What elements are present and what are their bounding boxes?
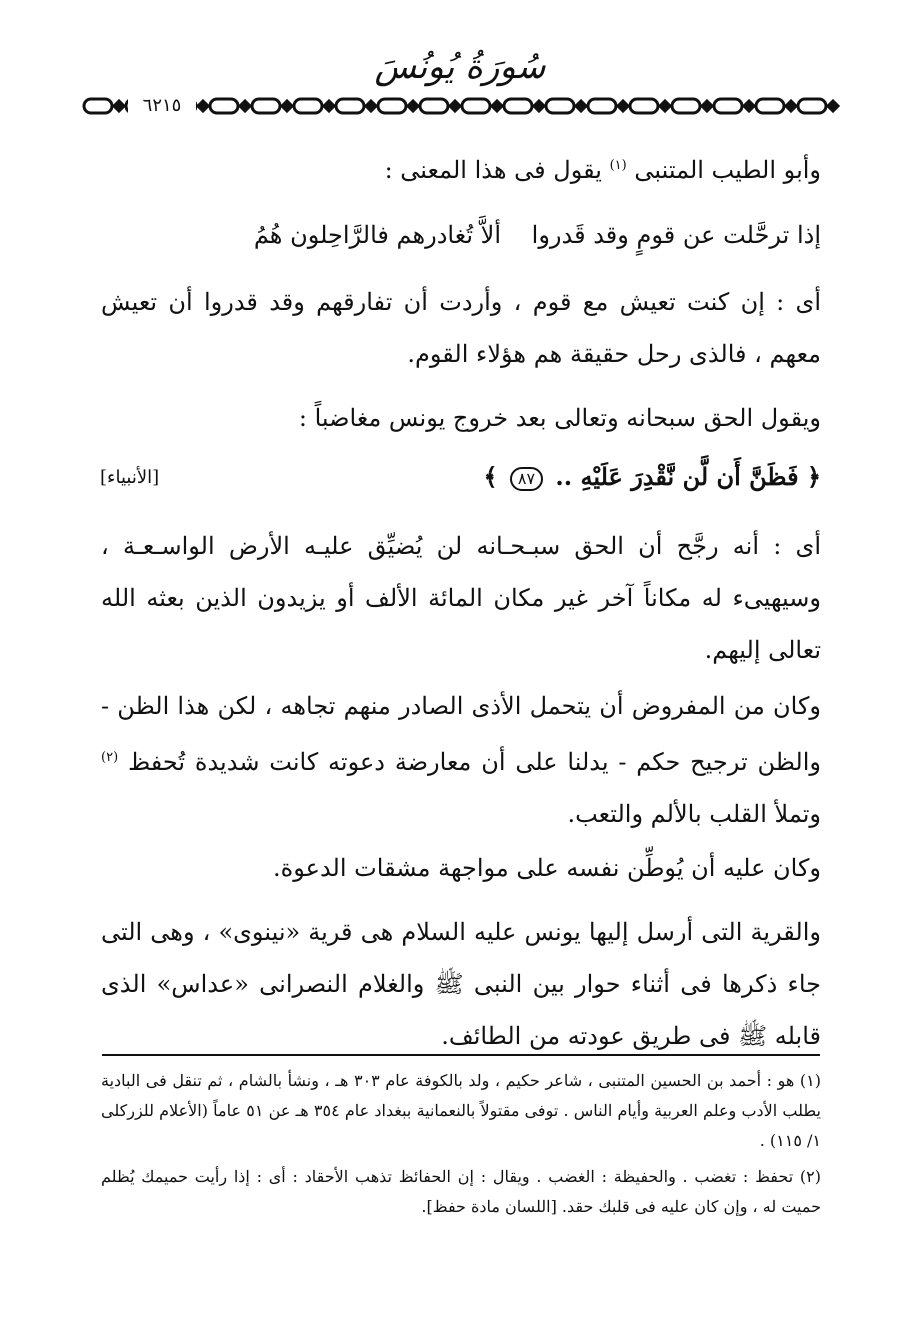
- border-diamond: [198, 101, 208, 111]
- border-diamond: [786, 101, 796, 111]
- paragraph-nineveh: والقرية التى أرسل إليها يونس عليه السلام هى قرية «نينوى» ، وهى التى جاء ذكرها فى أثناء حوار بين النبى ﷺ والغلام النصرانى «عداس» الذى قابله ﷺ فى طريق عودته من الطائف.: [101, 918, 821, 1050]
- paragraph-intro: [101, 140, 821, 196]
- border-diamond: [282, 101, 292, 111]
- border-link: [504, 99, 532, 113]
- paragraph-intro-rest: يقول فى هذا المعنى :: [384, 156, 602, 184]
- surah-title: سُورَةُ يُونُسَ: [374, 47, 546, 87]
- footnote-2: (٢) تحفظ : تغضب . والحفيظة : الغضب . ويقال : إن الحفائظ تذهب الأحقاد : أى : إذا رأيت حميمك يُظلم حميت له ، وإن كان عليه فى قلبك حقد. [اللسان مادة حفظ].: [101, 1167, 821, 1216]
- border-link: [210, 99, 238, 113]
- border-diamond: [702, 101, 712, 111]
- quran-verse-text: ﴿ فَظَنَّ أَن لَّن نَّقْدِرَ عَلَيْهِ ..: [555, 462, 821, 491]
- footnote-divider: [102, 1054, 820, 1056]
- quran-verse: [483, 452, 821, 502]
- footnote-marker-2: (٢): [101, 750, 119, 765]
- paragraph-duty: وكان عليه أن يُوطِّن نفسه على مواجهة مشقات الدعوة.: [273, 854, 821, 882]
- border-diamond: [408, 101, 418, 111]
- border-diamond: [744, 101, 754, 111]
- paragraph-interpretation: أى : أنه رجَّح أن الحق سبـحـانه لن يُضيِّق عليـه الأرض الواسـعـة ، وسيهيىء له مكاناً آخر غير مكان المائة الألف أو يزيدون الذين بعثه الله تعالى إليهم.: [101, 532, 821, 664]
- footnote-marker-1: (١): [609, 158, 627, 173]
- border-diamond: [366, 101, 376, 111]
- ayah-number: ٨٧: [510, 467, 543, 491]
- paragraph-quran-intro: ويقول الحق سبحانه وتعالى بعد خروج يونس مغاضباً :: [298, 404, 821, 432]
- quran-verse-close: ﴾: [483, 462, 498, 491]
- border-link: [798, 99, 826, 113]
- border-diamond: [324, 101, 334, 111]
- paragraph-explanation: أى : إن كنت تعيش مع قوم ، وأردت أن تفارقهم وقد قدروا أن تعيش معهم ، فالذى رحل حقيقة هم هؤلاء القوم.: [101, 288, 821, 368]
- border-diamond: [492, 101, 502, 111]
- border-link: [336, 99, 364, 113]
- ornamental-border: [82, 94, 842, 118]
- border-link: [84, 99, 112, 113]
- border-link: [588, 99, 616, 113]
- border-diamond: [450, 101, 460, 111]
- border-link: [420, 99, 448, 113]
- paragraph-assumption-rest: وتملأ القلب بالألم والتعب.: [567, 800, 821, 828]
- border-link: [630, 99, 658, 113]
- border-link: [294, 99, 322, 113]
- border-diamond: [618, 101, 628, 111]
- page-number: ٦٢١٥: [128, 94, 196, 118]
- border-link: [672, 99, 700, 113]
- border-diamond: [828, 101, 838, 111]
- paragraph-intro-text: وأبو الطيب المتنبى: [634, 156, 821, 184]
- paragraph-assumption-text: وكان من المفروض أن يتحمل الأذى الصادر منهم تجاهه ، لكن هذا الظن - والظن ترجيح حكم - يدلنا على أن معارضة دعوته كانت شديدة تُحفظ: [101, 692, 821, 776]
- border-diamond: [240, 101, 250, 111]
- border-link: [546, 99, 574, 113]
- border-diamond: [114, 101, 124, 111]
- paragraph-assumption: [101, 680, 821, 840]
- poem-hemistich-first: إذا ترحَّلت عن قومٍ وقد قَدروا: [531, 221, 821, 249]
- border-link: [378, 99, 406, 113]
- border-link: [756, 99, 784, 113]
- border-diamond: [576, 101, 586, 111]
- border-diamond: [534, 101, 544, 111]
- surah-reference: [الأنبياء]: [100, 467, 160, 488]
- border-link: [714, 99, 742, 113]
- border-link: [462, 99, 490, 113]
- border-link: [252, 99, 280, 113]
- border-diamond: [660, 101, 670, 111]
- footnote-1: (١) هو : أحمد بن الحسين المتنبى ، شاعر حكيم ، ولد بالكوفة عام ٣٠٣ هـ ، ونشأ بالشام ، ثم تنقل فى البادية يطلب الأدب وعلم العربية وأيام الناس . توفى مقتولاً بالنعمانية ببغداد عام ٣٥٤ هـ عن ٥١ عاماً (الأعلام للزركلى ١/ ١١٥) .: [101, 1071, 822, 1150]
- poem-hemistich-second: ألاَّ تُغادرهم فالرَّاحِلون هُمُ: [253, 221, 501, 249]
